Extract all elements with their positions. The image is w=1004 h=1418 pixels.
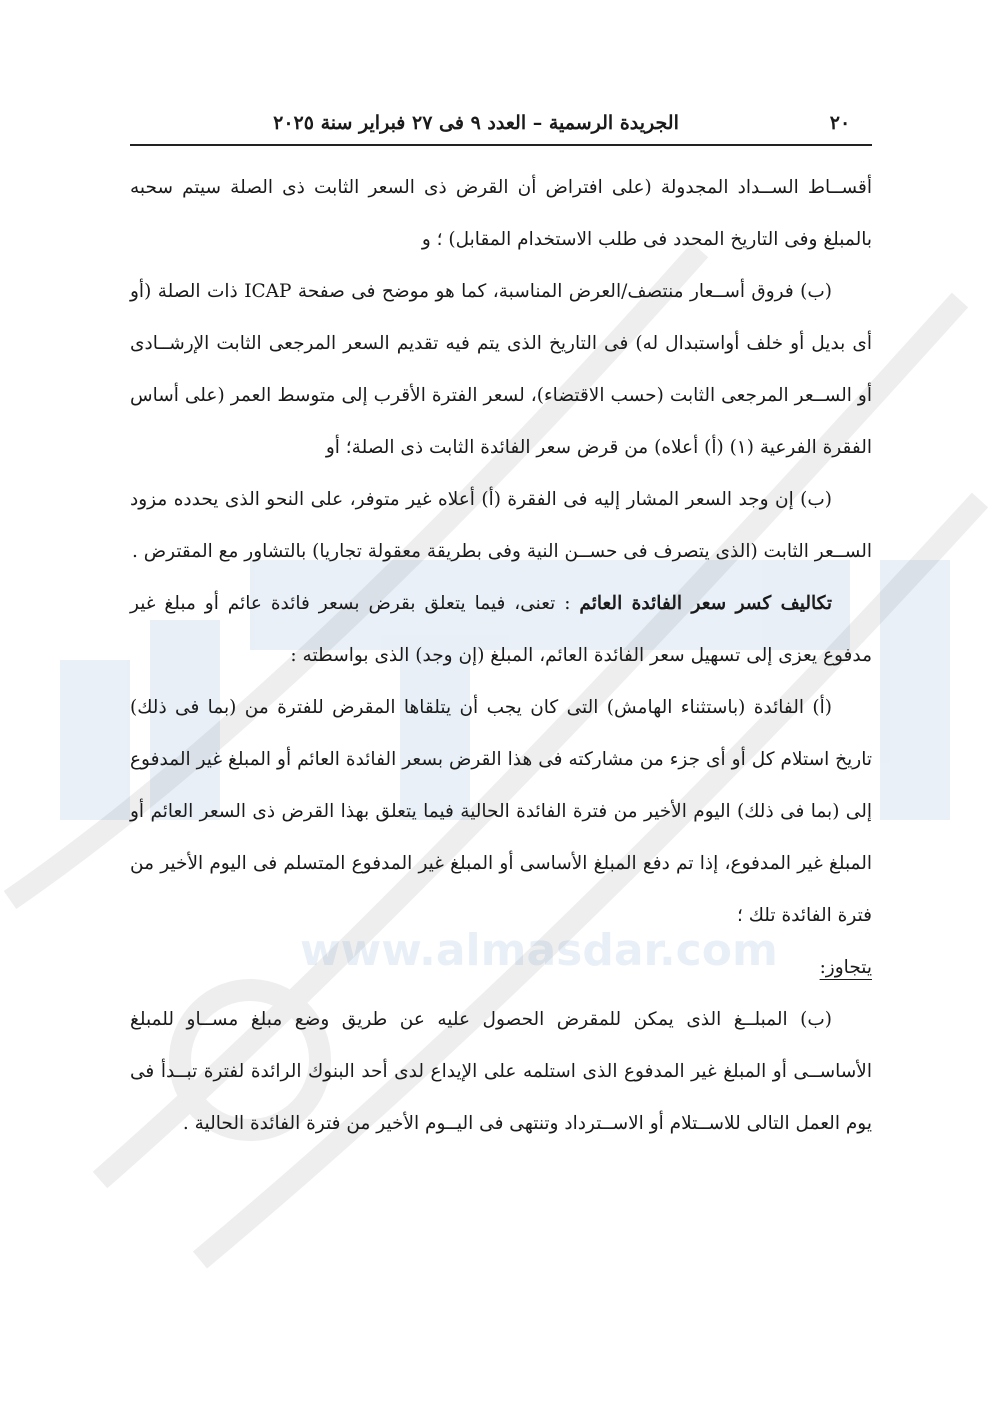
exceeds-label: يتجاوز: [819, 957, 872, 978]
definition-paragraph [130, 578, 872, 682]
watermark-stroke [880, 560, 950, 820]
defined-term: تكاليف كسر سعر الفائدة العائم [579, 593, 832, 614]
definition-text: : تعنى، فيما يتعلق بقرض بسعر فائدة عائم أو مبلغ غير مدفوع يعزى إلى تسهيل سعر الفائدة العائم، المبلغ (إن وجد) الذى بواسطته : [130, 593, 872, 666]
paragraph: (ب) المبلــغ الذى يمكن للمقرض الحصول عليه عن طريق وضع مبلغ مســاو للمبلغ الأساســى أو المبلغ غير المدفوع الذى استلمه على الإيداع لدى أحد البنوك الرائدة لفترة تبــدأ فى يوم العمل التالى للاســتلام أو الاســترداد وتنتهى فى اليــوم الأخير من فترة الفائدة الحالية . [130, 1009, 872, 1134]
document-body [130, 162, 872, 1150]
paragraph [130, 942, 872, 994]
gazette-title: الجريدة الرسمية – العدد ٩ فى ٢٧ فبراير سنة ٢٠٢٥ [273, 112, 679, 134]
paragraph: (أ) الفائدة (باستثناء الهامش) التى كان يجب أن يتلقاها المقرض للفترة من (بما فى ذلك) تاريخ استلام كل أو أى جزء من مشاركته فى هذا القرض بسعر الفائدة العائم أو المبلغ غير المدفوع إلى (بما فى ذلك) اليوم الأخير من فترة الفائدة الحالية فيما يتعلق بهذا القرض ذى السعر العائم أو المبلغ غير المدفوع، إذا تم دفع المبلغ الأساسى أو المبلغ غير المدفوع المتسلم فى اليوم الأخير من فترة الفائدة تلك ؛ [130, 697, 872, 926]
watermark-stroke [60, 660, 130, 820]
page-number: ٢٠ [829, 112, 851, 134]
paragraph: (ب) فروق أســعار منتصف/العرض المناسبة، كما هو موضح فى صفحة ICAP ذات الصلة (أو أى بديل أو خلف أواستبدال له) فى التاريخ الذى يتم فيه تقديم السعر المرجعى الثابت الإرشــادى أو الســعر المرجعى الثابت (حسب الاقتضاء)، لسعر الفترة الأقرب إلى متوسط العمر (على أساس الفقرة الفرعية (١) (أ) أعلاه) من قرض سعر الفائدة الثابت ذى الصلة؛ أو [130, 281, 872, 458]
watermark-site: www.almasdar.com [300, 925, 778, 976]
paragraph: أقســاط الســداد المجدولة (على افتراض أن القرض ذى السعر الثابت ذى الصلة سيتم سحبه بالمبلغ وفى التاريخ المحدد فى طلب الاستخدام المقابل) ؛ و [130, 177, 872, 250]
page-header [130, 112, 872, 144]
document-page [130, 112, 872, 1150]
header-rule [130, 144, 872, 146]
paragraph: (ب) إن وجد السعر المشار إليه فى الفقرة (أ) أعلاه غير متوفر، على النحو الذى يحدده مزود الســعر الثابت (الذى يتصرف فى حســن النية وفى بطريقة معقولة تجاريا) بالتشاور مع المقترض . [130, 489, 872, 562]
